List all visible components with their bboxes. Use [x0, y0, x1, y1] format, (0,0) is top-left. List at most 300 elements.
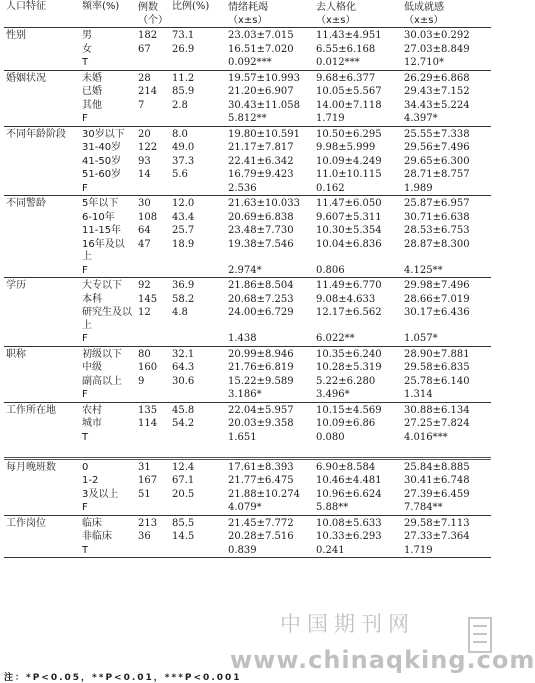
depersonalization-cell: 10.05±5.567	[316, 86, 382, 97]
results-table-container	[4, 0, 491, 558]
category-cell: 副高以上	[82, 375, 122, 387]
count-cell: 64	[138, 225, 151, 236]
category-cell: F	[80, 264, 136, 278]
low-accomplishment-cell: 29.56±7.496	[404, 142, 470, 153]
group-name-cell	[4, 431, 80, 445]
count-cell: 92	[138, 280, 151, 291]
watermark-cn-text: 中国期刊网	[280, 612, 415, 636]
emotional-exhaustion-cell: 21.45±7.772	[228, 517, 294, 529]
category-cell: F	[80, 501, 136, 515]
category-cell: 16年及以上	[82, 238, 125, 262]
low-accomplishment-cell: 27.33±7.364	[404, 531, 470, 542]
group-name-cell: 工作岗位	[6, 517, 46, 529]
group-name-cell	[4, 544, 80, 558]
category-cell: 6-10年	[82, 211, 115, 223]
low-accomplishment-cell: 29.98±7.496	[404, 280, 470, 291]
percent-cell: 26.9	[172, 43, 195, 55]
low-accomplishment-cell: 1.314	[402, 388, 491, 402]
group-name-cell	[4, 375, 80, 389]
category-cell: 大专以下	[82, 280, 122, 291]
count-cell: 31	[138, 461, 151, 473]
percent-cell: 8.0	[172, 128, 188, 140]
low-accomplishment-cell: 30.41±6.748	[404, 475, 470, 486]
category-cell: T	[80, 56, 136, 70]
table-row	[4, 530, 491, 544]
emotional-exhaustion-cell: 20.68±7.253	[228, 293, 294, 305]
group-name-cell	[4, 474, 80, 488]
percent-cell: 85.5	[172, 517, 195, 529]
table-row	[4, 99, 491, 113]
emotional-exhaustion-cell: 20.03±9.358	[228, 418, 294, 429]
depersonalization-cell: 6.022**	[314, 332, 402, 346]
table-row	[4, 515, 491, 530]
depersonalization-cell: 5.22±6.280	[316, 375, 376, 387]
depersonalization-cell: 0.806	[314, 264, 402, 278]
group-name-cell	[4, 112, 80, 126]
col-header: 例数 （个）	[138, 2, 168, 26]
emotional-exhaustion-cell: 21.86±8.504	[228, 280, 294, 291]
percent-cell: 64.3	[172, 362, 195, 373]
low-accomplishment-cell: 12.710*	[402, 56, 491, 70]
percent-cell: 37.3	[172, 155, 195, 167]
category-cell: 研究生及以上	[82, 307, 132, 331]
low-accomplishment-cell: 4.397*	[402, 112, 491, 126]
emotional-exhaustion-cell: 21.20±6.907	[228, 86, 294, 97]
emotional-exhaustion-cell: 16.79±9.423	[228, 169, 294, 180]
count-cell	[136, 56, 170, 70]
count-cell: 167	[138, 475, 158, 486]
category-cell: T	[80, 544, 136, 558]
depersonalization-cell: 10.09±6.86	[316, 418, 376, 429]
category-cell: 初级以下	[82, 348, 122, 360]
depersonalization-cell: 10.04±6.836	[316, 238, 382, 250]
depersonalization-cell: 3.496*	[314, 388, 402, 402]
col-header: 比例(%)	[170, 0, 226, 28]
emotional-exhaustion-cell: 20.99±8.946	[228, 348, 294, 360]
low-accomplishment-cell: 4.016***	[404, 431, 448, 443]
group-name-cell: 不同年龄阶段	[6, 128, 66, 140]
emotional-exhaustion-cell: 19.57±10.993	[228, 72, 300, 84]
emotional-exhaustion-cell: 16.51±7.020	[228, 43, 294, 55]
category-cell: 城市	[82, 418, 102, 429]
percent-cell: 85.9	[172, 86, 195, 97]
percent-cell	[170, 332, 226, 346]
emotional-exhaustion-cell: 1.438	[226, 332, 314, 346]
depersonalization-cell: 9.98±5.999	[316, 142, 376, 153]
category-cell: 女	[82, 43, 92, 55]
percent-cell: 18.9	[172, 238, 195, 250]
emotional-exhaustion-cell: 22.04±5.957	[228, 404, 294, 416]
table-row	[4, 501, 491, 515]
table-footnote: 注：*P<0.05，**P<0.01，***P<0.001	[4, 673, 242, 683]
table-row	[4, 224, 491, 238]
count-cell	[136, 501, 170, 515]
low-accomplishment-cell: 25.55±7.338	[404, 128, 470, 140]
table-row	[4, 474, 491, 488]
low-accomplishment-cell: 27.39±6.459	[404, 488, 470, 500]
count-cell: 80	[138, 348, 151, 360]
category-cell: 31-40岁	[82, 142, 122, 153]
group-name-cell	[4, 211, 80, 225]
percent-cell	[170, 431, 226, 445]
low-accomplishment-cell: 30.03±0.292	[404, 30, 470, 41]
table-row	[4, 211, 491, 225]
table-row	[4, 85, 491, 99]
group-name-cell	[4, 361, 80, 375]
group-name-cell	[4, 293, 80, 307]
emotional-exhaustion-cell: 20.69±6.838	[228, 211, 294, 223]
group-name-cell	[4, 332, 80, 346]
percent-cell: 20.5	[172, 488, 195, 500]
depersonalization-cell: 9.607±5.311	[316, 211, 382, 223]
emotional-exhaustion-cell: 0.839	[226, 544, 314, 558]
percent-cell: 43.4	[172, 211, 195, 223]
category-cell: 3及以上	[82, 488, 119, 500]
count-cell	[136, 182, 170, 196]
count-cell: 30	[138, 198, 151, 209]
page-break-line	[4, 450, 491, 458]
depersonalization-cell: 14.00±7.118	[316, 99, 382, 111]
emotional-exhaustion-cell: 3.186*	[226, 388, 314, 402]
depersonalization-cell: 10.28±5.319	[316, 362, 382, 373]
depersonalization-cell: 10.08±5.633	[316, 517, 382, 529]
table-row	[4, 544, 491, 558]
low-accomplishment-cell: 1.057*	[402, 332, 491, 346]
category-cell: 未婚	[82, 72, 102, 84]
emotional-exhaustion-cell: 23.48±7.730	[228, 225, 294, 236]
col-header: 频率(%)	[80, 0, 136, 28]
group-name-cell: 职称	[6, 348, 26, 360]
count-cell: 47	[138, 238, 151, 250]
group-name-cell	[4, 43, 80, 57]
depersonalization-cell: 10.33±6.293	[316, 531, 382, 542]
percent-cell: 36.9	[172, 280, 195, 291]
depersonalization-cell: 5.88**	[314, 501, 402, 515]
group-name-cell	[4, 224, 80, 238]
category-cell: 1-2	[82, 475, 99, 486]
emotional-exhaustion-cell: 23.03±7.015	[228, 30, 294, 41]
count-cell: 67	[138, 43, 151, 55]
low-accomplishment-cell: 25.78±6.140	[404, 375, 470, 387]
depersonalization-cell: 1.719	[314, 112, 402, 126]
emotional-exhaustion-cell: 21.88±10.274	[228, 488, 300, 500]
emotional-exhaustion-cell: 21.63±10.033	[228, 198, 300, 209]
col-header: 低成就感 （x±s）	[402, 0, 491, 28]
table-row	[4, 375, 491, 389]
demographic-burnout-table	[4, 0, 491, 558]
percent-cell: 58.2	[172, 293, 195, 305]
table-row	[4, 126, 491, 141]
table-row	[4, 488, 491, 502]
category-cell: 本科	[82, 293, 102, 305]
table-row	[4, 293, 491, 307]
table-row	[4, 458, 491, 474]
emotional-exhaustion-cell: 21.77±6.475	[228, 475, 294, 486]
group-name-cell	[4, 56, 80, 70]
group-name-cell	[4, 155, 80, 169]
percent-cell: 49.0	[172, 142, 195, 153]
percent-cell: 67.1	[172, 475, 195, 486]
count-cell	[136, 264, 170, 278]
break-cell	[136, 450, 170, 458]
low-accomplishment-cell: 28.53±6.753	[404, 225, 470, 236]
emotional-exhaustion-cell: 19.38±7.546	[228, 238, 294, 250]
category-cell: 其他	[82, 99, 102, 111]
depersonalization-cell: 12.17±6.562	[316, 307, 382, 318]
table-row	[4, 141, 491, 155]
group-name-cell: 工作所在地	[6, 404, 56, 416]
depersonalization-cell: 10.30±5.354	[316, 225, 382, 236]
count-cell: 28	[138, 72, 151, 84]
table-row	[4, 388, 491, 402]
table-row	[4, 28, 491, 43]
low-accomplishment-cell: 27.03±8.849	[404, 43, 470, 55]
count-cell: 160	[138, 362, 158, 373]
count-cell: 145	[138, 293, 158, 305]
low-accomplishment-cell: 28.66±7.019	[404, 293, 470, 305]
emotional-exhaustion-cell: 22.41±6.342	[228, 155, 294, 167]
table-row	[4, 278, 491, 293]
break-cell	[170, 450, 226, 458]
col-header: 人口特征	[4, 0, 80, 28]
count-cell: 114	[138, 418, 158, 429]
table-row	[4, 70, 491, 85]
emotional-exhaustion-cell: 1.651	[228, 431, 257, 443]
table-row	[4, 196, 491, 211]
table-row	[4, 155, 491, 169]
percent-cell: 30.6	[172, 375, 195, 387]
count-cell	[136, 388, 170, 402]
depersonalization-cell: 9.68±6.377	[316, 72, 376, 84]
low-accomplishment-cell: 25.84±8.885	[404, 461, 470, 473]
group-name-cell: 婚姻状况	[6, 72, 46, 84]
break-cell	[226, 450, 314, 458]
table-row	[4, 332, 491, 346]
low-accomplishment-cell: 34.43±5.224	[404, 99, 470, 111]
group-name-cell	[4, 306, 80, 332]
emotional-exhaustion-cell: 0.092***	[226, 56, 314, 70]
category-cell: 0	[82, 461, 89, 473]
category-cell: F	[80, 332, 136, 346]
low-accomplishment-cell: 27.25±7.824	[404, 418, 470, 429]
table-row	[4, 168, 491, 182]
low-accomplishment-cell: 29.43±7.152	[404, 86, 470, 97]
group-name-cell	[4, 182, 80, 196]
category-cell: 51-60岁	[82, 169, 122, 180]
emotional-exhaustion-cell: 5.812**	[226, 112, 314, 126]
group-name-cell	[4, 85, 80, 99]
col-header: 去人格化 （x±s）	[314, 0, 402, 28]
percent-cell: 54.2	[172, 418, 195, 429]
percent-cell: 4.8	[172, 307, 188, 318]
percent-cell: 12.4	[172, 461, 195, 473]
group-name-cell	[4, 238, 80, 264]
category-cell: 农村	[82, 404, 102, 416]
table-row	[4, 238, 491, 264]
low-accomplishment-cell: 7.784**	[402, 501, 491, 515]
depersonalization-cell: 11.47±6.050	[316, 198, 382, 209]
category-cell: 男	[82, 30, 92, 41]
percent-cell: 12.0	[172, 198, 195, 209]
depersonalization-cell: 9.08±4.633	[316, 293, 376, 305]
depersonalization-cell: 0.080	[316, 431, 345, 443]
count-cell	[136, 544, 170, 558]
table-row	[4, 361, 491, 375]
emotional-exhaustion-cell: 24.00±6.729	[228, 307, 294, 318]
percent-cell: 14.5	[172, 531, 195, 542]
depersonalization-cell: 10.96±6.624	[316, 488, 382, 500]
table-row	[4, 264, 491, 278]
category-cell: 已婚	[82, 86, 102, 97]
count-cell: 135	[138, 404, 158, 416]
group-name-cell	[4, 168, 80, 182]
category-cell: F	[80, 388, 136, 402]
depersonalization-cell: 6.90±8.584	[316, 461, 376, 473]
group-name-cell	[4, 141, 80, 155]
group-name-cell	[4, 388, 80, 402]
group-name-cell	[4, 264, 80, 278]
depersonalization-cell: 11.0±10.115	[316, 169, 382, 180]
group-name-cell: 不同警龄	[6, 198, 46, 209]
count-cell: 20	[138, 128, 151, 140]
low-accomplishment-cell: 25.87±6.957	[404, 198, 470, 209]
category-cell: F	[80, 182, 136, 196]
count-cell: 108	[138, 211, 158, 223]
count-cell: 12	[138, 307, 151, 318]
percent-cell: 5.6	[172, 169, 188, 180]
emotional-exhaustion-cell: 17.61±8.393	[228, 461, 294, 473]
table-row	[4, 112, 491, 126]
category-cell: T	[82, 431, 89, 443]
low-accomplishment-cell: 28.90±7.881	[404, 348, 470, 360]
group-name-cell	[4, 417, 80, 431]
emotional-exhaustion-cell: 15.22±9.589	[228, 375, 294, 387]
category-cell: 临床	[82, 517, 102, 529]
emotional-exhaustion-cell: 30.43±11.058	[228, 99, 300, 111]
category-cell: 中级	[82, 362, 102, 373]
category-cell: 11-15年	[82, 225, 122, 236]
percent-cell: 32.1	[172, 348, 195, 360]
group-name-cell	[4, 530, 80, 544]
depersonalization-cell: 0.162	[314, 182, 402, 196]
count-cell	[136, 112, 170, 126]
group-name-cell	[4, 488, 80, 502]
break-cell	[80, 450, 136, 458]
emotional-exhaustion-cell: 2.536	[226, 182, 314, 196]
group-name-cell: 性别	[6, 30, 26, 41]
percent-cell	[170, 388, 226, 402]
table-body	[4, 28, 491, 558]
low-accomplishment-cell: 28.71±8.757	[404, 169, 470, 180]
count-cell: 7	[138, 99, 145, 111]
depersonalization-cell: 0.241	[314, 544, 402, 558]
percent-cell: 45.8	[172, 404, 195, 416]
count-cell: 122	[138, 142, 158, 153]
percent-cell	[170, 544, 226, 558]
table-row	[4, 417, 491, 431]
count-cell: 182	[138, 30, 158, 41]
percent-cell: 73.1	[172, 30, 195, 41]
category-cell: 非临床	[82, 531, 112, 542]
percent-cell	[170, 56, 226, 70]
table-row	[4, 182, 491, 196]
group-name-cell: 每月晚班数	[6, 461, 56, 473]
depersonalization-cell: 10.35±6.240	[316, 348, 382, 360]
break-cell	[4, 450, 80, 458]
watermark	[230, 606, 535, 680]
count-cell	[136, 431, 170, 445]
percent-cell: 25.7	[172, 225, 195, 236]
low-accomplishment-cell: 30.17±6.436	[404, 307, 470, 318]
table-row	[4, 306, 491, 332]
category-cell: 5年以下	[82, 198, 119, 209]
percent-cell: 11.2	[172, 72, 195, 84]
low-accomplishment-cell: 30.71±6.638	[404, 211, 470, 223]
table-row	[4, 431, 491, 445]
count-cell	[136, 332, 170, 346]
group-name-cell: 学历	[6, 280, 26, 291]
low-accomplishment-cell: 4.125**	[402, 264, 491, 278]
watermark-url-text: www.chinaqking.com	[230, 646, 535, 674]
depersonalization-cell: 0.012***	[314, 56, 402, 70]
category-cell: F	[80, 112, 136, 126]
emotional-exhaustion-cell: 4.079*	[226, 501, 314, 515]
low-accomplishment-cell: 30.88±6.134	[404, 404, 470, 416]
depersonalization-cell: 10.46±4.481	[316, 475, 382, 486]
emotional-exhaustion-cell: 21.76±6.819	[228, 362, 294, 373]
percent-cell	[170, 501, 226, 515]
table-row	[4, 56, 491, 70]
break-cell	[402, 450, 491, 458]
category-cell: 41-50岁	[82, 155, 122, 167]
count-cell: 36	[138, 531, 151, 542]
emotional-exhaustion-cell: 20.28±7.516	[228, 531, 294, 542]
low-accomplishment-cell: 1.989	[402, 182, 491, 196]
emotional-exhaustion-cell: 21.17±7.817	[228, 142, 294, 153]
table-row	[4, 43, 491, 57]
category-cell: 30岁以下	[82, 128, 125, 140]
col-header: 情绪耗竭 （x±s）	[226, 0, 314, 28]
percent-cell: 2.8	[172, 99, 188, 111]
low-accomplishment-cell: 29.65±6.300	[404, 155, 470, 167]
low-accomplishment-cell: 28.87±8.300	[404, 238, 470, 250]
count-cell: 14	[138, 169, 151, 180]
depersonalization-cell: 6.55±6.168	[316, 43, 376, 55]
count-cell: 9	[138, 375, 145, 387]
percent-cell	[170, 264, 226, 278]
percent-cell	[170, 112, 226, 126]
count-cell: 93	[138, 155, 151, 167]
group-name-cell	[4, 99, 80, 113]
percent-cell	[170, 182, 226, 196]
emotional-exhaustion-cell: 19.80±10.591	[228, 128, 300, 140]
low-accomplishment-cell: 26.29±6.868	[404, 72, 470, 84]
break-cell	[314, 450, 402, 458]
depersonalization-cell: 10.50±6.295	[316, 128, 382, 140]
count-cell: 51	[138, 488, 151, 500]
table-row	[4, 346, 491, 361]
group-name-cell	[4, 501, 80, 515]
low-accomplishment-cell: 1.719	[402, 544, 491, 558]
count-cell: 213	[138, 517, 158, 529]
depersonalization-cell: 11.43±4.951	[316, 30, 382, 41]
depersonalization-cell: 10.09±4.249	[316, 155, 382, 167]
table-row	[4, 402, 491, 417]
depersonalization-cell: 10.15±4.569	[316, 404, 382, 416]
depersonalization-cell: 11.49±6.770	[316, 280, 382, 291]
watermark-emblem-icon	[466, 616, 494, 656]
emotional-exhaustion-cell: 2.974*	[226, 264, 314, 278]
